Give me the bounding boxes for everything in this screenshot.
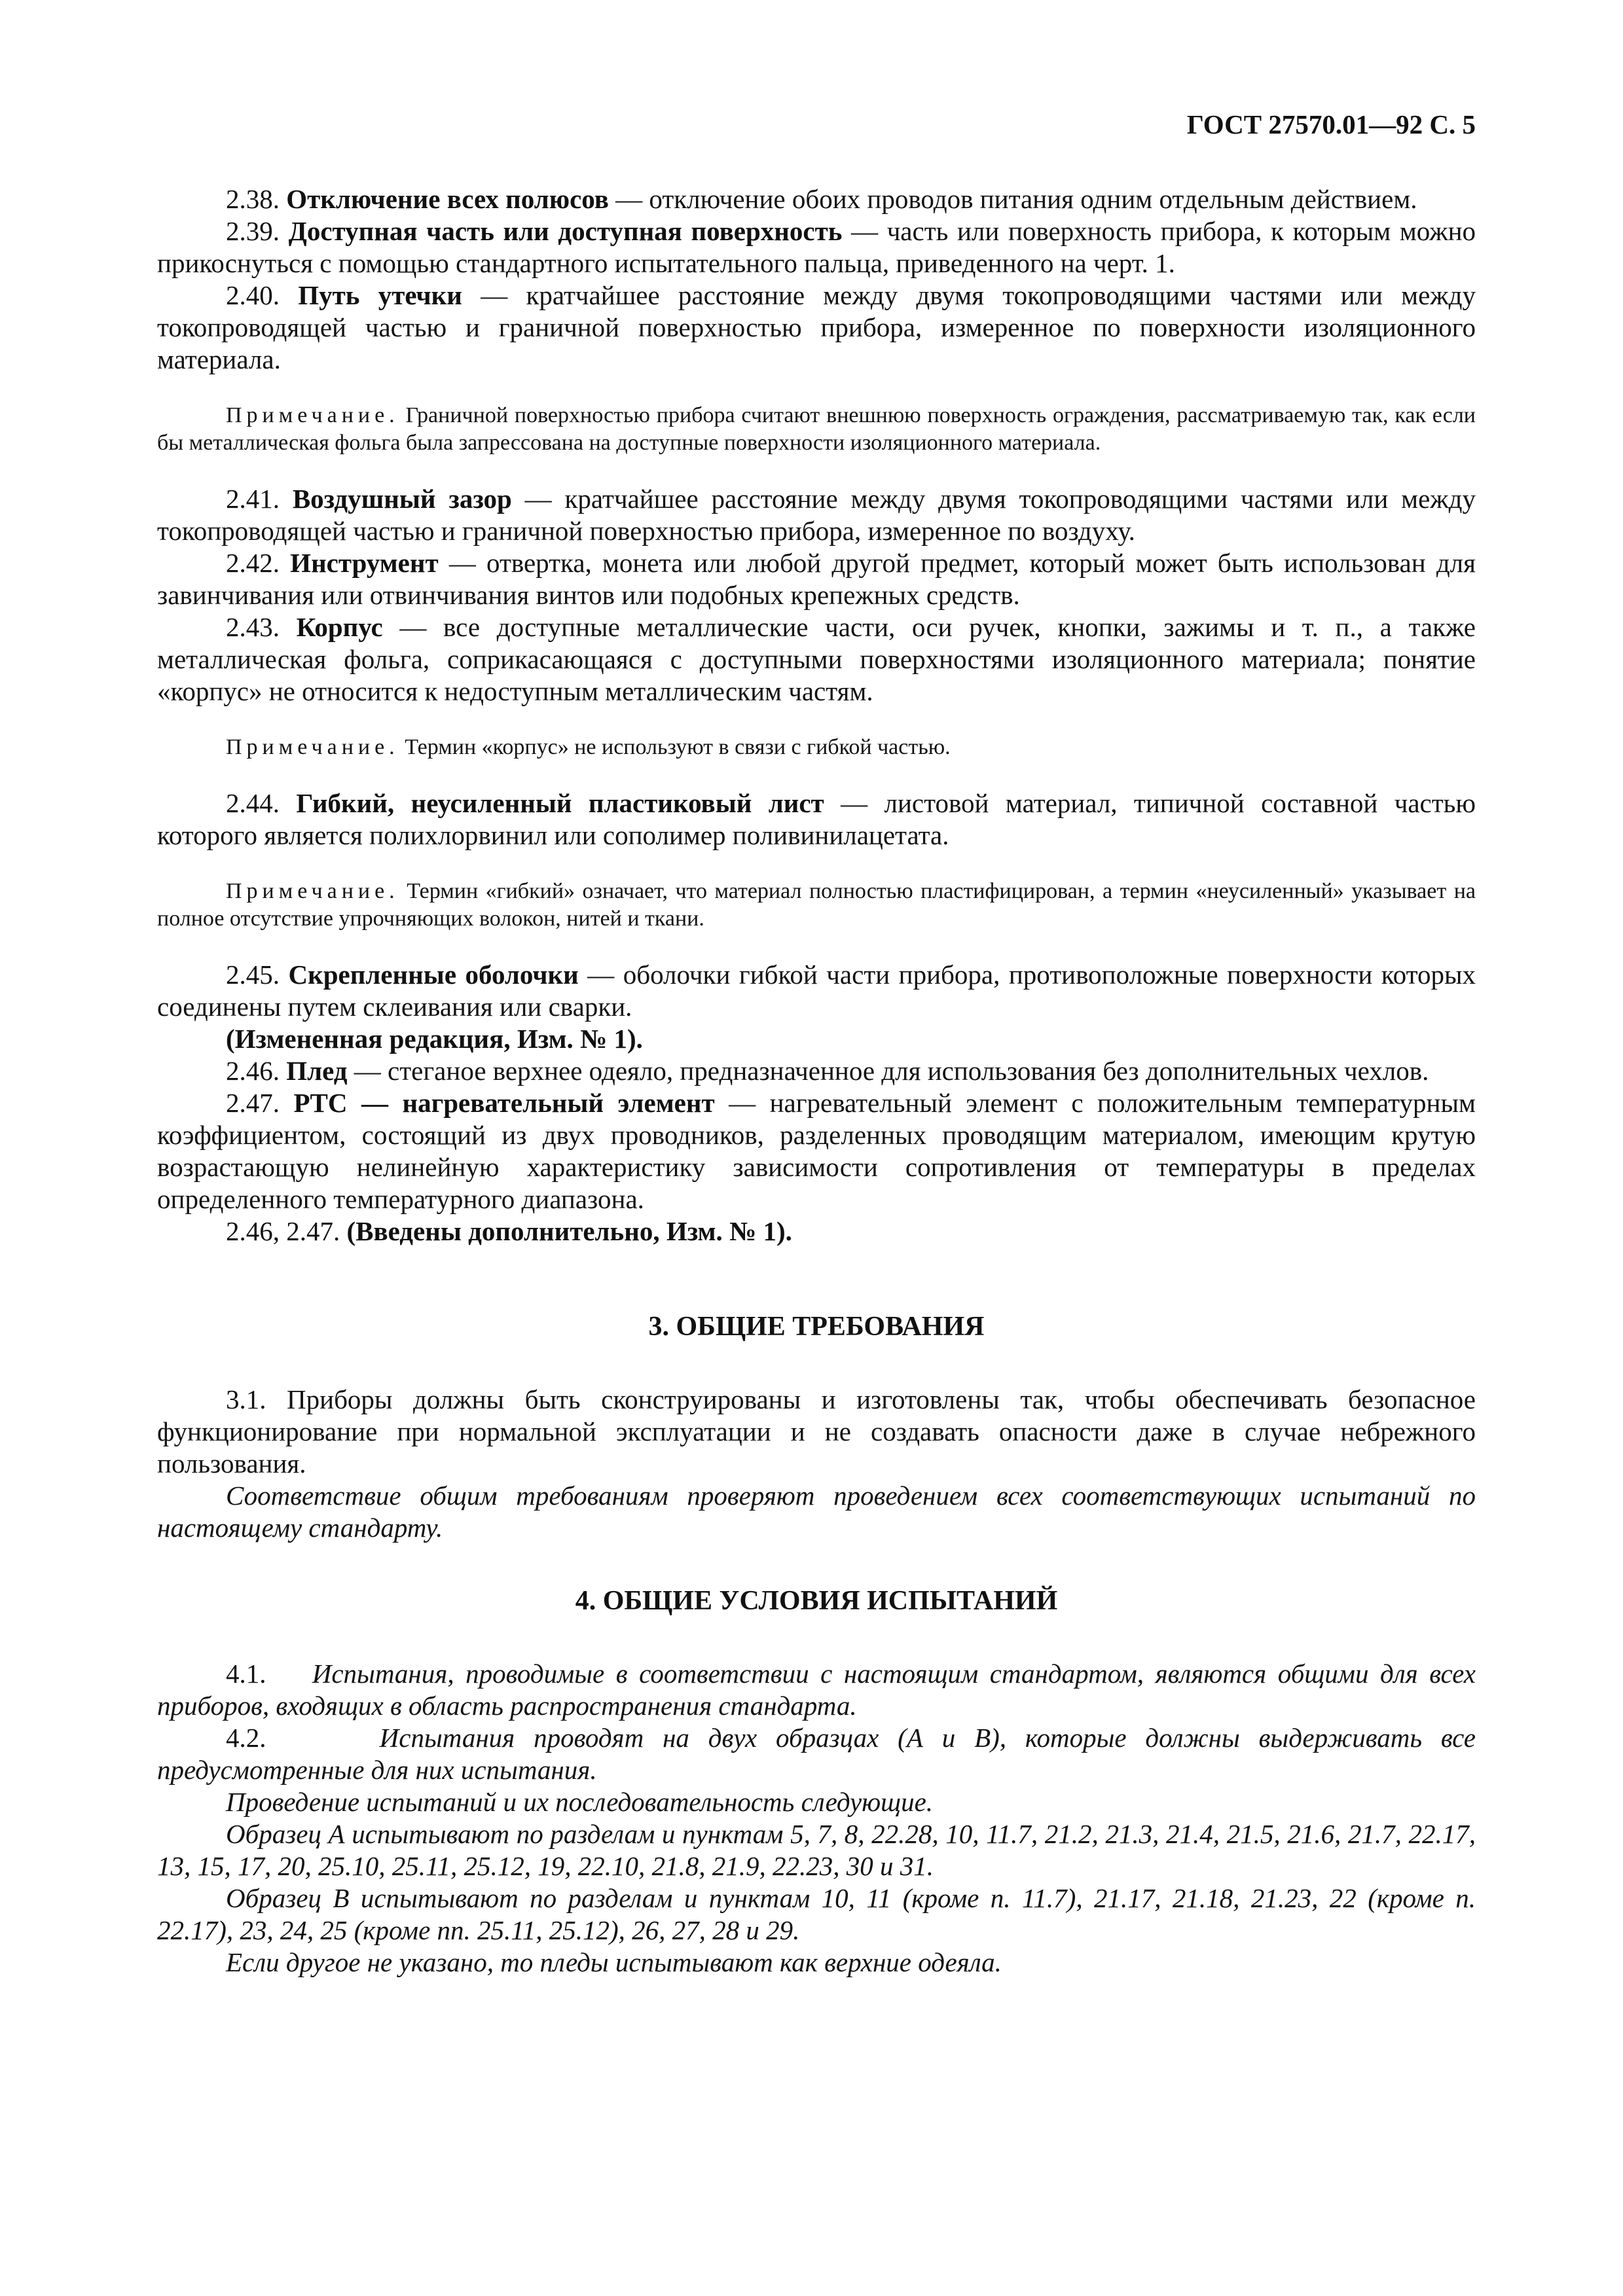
section-4-paragraph-5: Образец В испытывают по разделам и пунктам 10, 11 (кроме п. 11.7), 21.17, 21.18, 21.23, 22 (кроме п. 22.17), 23, 24, 25 (кроме пп. 25.11, 25.12), 26, 27, 28 и 29.	[157, 1883, 1476, 1945]
definition-2-42: 2.42. Инструмент — отвертка, монета или любой другой предмет, который может быть использован для завинчивания или отвинчивания винтов или подобных крепежных средств.	[157, 548, 1476, 610]
definitions-block-d	[157, 959, 1476, 1247]
definition-2-43: 2.43. Корпус — все доступные металлические части, оси ручек, кнопки, зажимы и т. п., а также металлическая фольга, соприкасающаяся с доступными поверхностями изоляционного материала; понятие «корпус» не относится к недоступным металлическим частям.	[157, 612, 1476, 706]
definition-2-39: 2.39. Доступная часть или доступная поверхность — часть или поверхность прибора, к которым можно прикоснуться с помощью стандартного испытательного пальца, приведенного на черт. 1.	[157, 216, 1476, 278]
section-4-title: 4. ОБЩИЕ УСЛОВИЯ ИСПЫТАНИЙ	[575, 1586, 1058, 1616]
definition-2-40: 2.40. Путь утечки — кратчайшее расстояние между двумя токопроводящими частями или между токопроводящей частью и граничной поверхностью прибора, измеренное по поверхности изоляционного материала.	[157, 280, 1476, 374]
definition-2-45: 2.45. Скрепленные оболочки — оболочки гибкой части прибора, противоположные поверхности которых соединены путем склеивания или сварки.	[157, 960, 1476, 1022]
section-4-paragraph-1: 4.1. Испытания, проводимые в соответствии с настоящим стандартом, являются общими для всех приборов, входящих в область распространения стандарта.	[157, 1659, 1476, 1721]
definition-2-41: 2.41. Воздушный зазор — кратчайшее расстояние между двумя токопроводящими частями или между токопроводящей частью и граничной поверхностью прибора, измеренное по воздуху.	[157, 484, 1476, 546]
edit-note-1: (Измененная редакция, Изм. № 1).	[226, 1024, 643, 1054]
definition-2-44: 2.44. Гибкий, неусиленный пластиковый лист — листовой материал, типичной составной частью которого является полихлорвинил или сополимер поливинилацетата.	[157, 788, 1476, 850]
section-3-paragraph-1: 3.1. Приборы должны быть сконструированы и изготовлены так, чтобы обеспечивать безопасное функционирование при нормальной эксплуатации и не создавать опасности даже в случае небрежного пользования.	[157, 1384, 1476, 1479]
definition-2-38: 2.38. Отключение всех полюсов — отключение обоих проводов питания одним отдельным действием.	[226, 184, 1417, 214]
section-3-title: 3. ОБЩИЕ ТРЕБОВАНИЯ	[648, 1312, 985, 1342]
definitions-block-a	[157, 183, 1476, 376]
section-4-paragraph-2: 4.2. Испытания проводят на двух образцах (А и В), которые должны выдерживать все предусмотренные для них испытания.	[157, 1723, 1476, 1785]
definitions-block-b	[157, 483, 1476, 708]
definition-2-46: 2.46. Плед — стеганое верхнее одеяло, предназначенное для использования без дополнительных чехлов.	[226, 1056, 1429, 1086]
section-4-paragraph-4: Образец А испытывают по разделам и пунктам 5, 7, 8, 22.28, 10, 11.7, 21.2, 21.3, 21.4, 21.5, 21.6, 21.7, 22.17, 13, 15, 17, 20, 25.10, 25.11, 25.12, 19, 22.10, 21.8, 21.9, 22.23, 30 и 31.	[157, 1819, 1476, 1881]
section-4-paragraph-3: Проведение испытаний и их последовательность следующие.	[226, 1787, 934, 1817]
note-1: Примечание. Граничной поверхностью прибора считают внешнюю поверхность ограждения, рассматриваемую так, как если бы металлическая фольга была запрессована на доступные поверхности изоляционного материала.	[157, 403, 1476, 455]
edit-note-2: 2.46, 2.47. (Введены дополнительно, Изм. № 1).	[226, 1216, 792, 1246]
definition-2-47: 2.47. PTC — нагревательный элемент — нагревательный элемент с положительным температурным коэффициентом, состоящий из двух проводников, разделенных проводящим материалом, имеющим крутую возрастающую нелинейную характеристику зависимости сопротивления от температуры в пределах определенного температурного диапазона.	[157, 1088, 1476, 1214]
note-2: Примечание. Термин «корпус» не используют в связи с гибкой частью.	[226, 735, 951, 759]
note-3: Примечание. Термин «гибкий» означает, что материал полностью пластифицирован, а термин «неусиленный» указывает на полное отсутствие упрочняющих волокон, нитей и ткани.	[157, 879, 1476, 931]
page-header: ГОСТ 27570.01—92 С. 5	[1186, 109, 1476, 139]
section-3-paragraph-2: Соответствие общим требованиям проверяют проведением всех соответствующих испытаний по настоящему стандарту.	[157, 1480, 1476, 1543]
section-4-paragraph-6: Если другое не указано, то пледы испытывают как верхние одеяла.	[226, 1947, 1002, 1977]
